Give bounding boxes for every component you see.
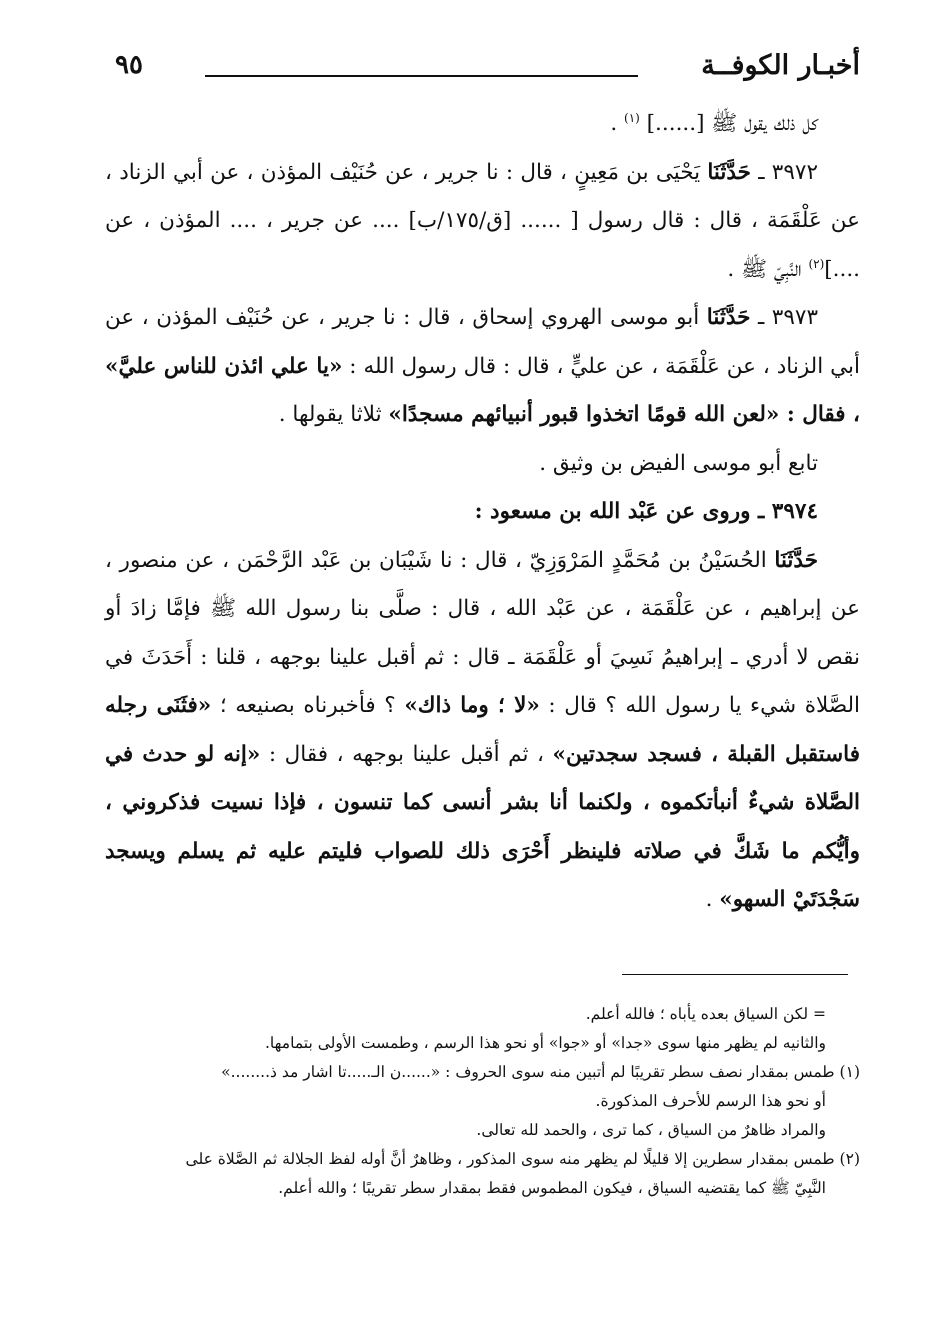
- hadith-lead: حَدَّثَنَا: [707, 159, 751, 185]
- hadith-matn: «إنه لو حدث في الصَّلاة شيءٌ أنبأتكموه ، ولكنما أنا بشر أنسى كما تنسون ، فإذا نسيت فذكروني ، وأيُّكم ما شَكَّ في صلاته فلينظر أَحْرَى ذلك للصواب فليتم عليه ثم يسلم ويسجد سَجْدَتَيْ السهو»: [105, 741, 860, 912]
- footnote-marker-1[interactable]: (١): [624, 110, 640, 125]
- main-text: [105, 100, 860, 925]
- tabi-note: تابع أبو موسى الفيض بن وثيق .: [539, 450, 818, 476]
- hadith-matn: «فثَنَى رجله فاستقبل القبلة ، فسجد سجدتين»: [105, 693, 860, 767]
- page-header: [105, 40, 860, 88]
- hadith-text: ؟ فأخبرناه بصنيعه ؛: [211, 693, 405, 718]
- footnote-1-line: والمراد ظاهرٌ من السياق ، كما ترى ، والحمد لله تعالى.: [476, 1121, 826, 1139]
- continuation-line: [105, 100, 860, 149]
- hadith-3974: [105, 537, 860, 925]
- footnote-continuation: = لكن السياق بعده يأباه ؛ فالله أعلم.: [585, 1005, 826, 1023]
- header-rule: [205, 75, 638, 77]
- page-number: ٩٥: [115, 50, 143, 80]
- running-title: أخبـار الكوفــة: [701, 50, 860, 81]
- hadith-3974-heading: ٣٩٧٤ ـ وروى عن عَبْد الله بن مسعود :: [474, 499, 818, 524]
- hadith-lead: حَدَّثَنَا: [774, 547, 818, 573]
- footnote-marker-2[interactable]: (٢): [808, 256, 825, 271]
- footnotes: [170, 1000, 860, 1203]
- footnote-2: (٢) طمس بمقدار سطرين إلا قليلًا لم يظهر منه سوى المذكور ، وظاهرٌ أنَّ أوله لفظ الجلالة ثم الصَّلاة على: [185, 1150, 860, 1168]
- hadith-text: الحُسَيْنُ بن مُحَمَّدٍ المَرْوَزِيّ ، قال : نا شَيْبَان بن عَبْد الرَّحْمَن ، عن منصور ، عن إبراهيم ، عن عَلْقَمَة ، عن عَبْد الله ، قال : صلَّى بنا رسول الله ﷺ فإمَّا زادَ أو نقص لا أدري ـ إبراهيمُ نَسِيَ أو عَلْقَمَة ـ قال : ثم أقبل علينا بوجهه ، قلنا : أَحَدَثَ في الصَّلاة شيء يا رسول الله ؟ قال :: [105, 547, 860, 718]
- footnote-separator: [622, 974, 848, 975]
- hadith-text: أبو موسى الهروي إسحاق ، قال : نا جرير ، عن حُنَيْف المؤذن ، عن أبي الزناد ، عن عَلْقَمَة ، عن عليٍّ ، قال : قال رسول الله :: [105, 305, 860, 379]
- continuation-text: كل ذلك يقول ﷺ [......]: [646, 111, 818, 136]
- hadith-end: .: [705, 887, 720, 912]
- hadith-lead: حَدَّثَنَا: [706, 305, 751, 330]
- hadith-end: ثلاثا يقولها .: [278, 402, 389, 427]
- footnote-1: (١) طمس بمقدار نصف سطر تقريبًا لم أتبين منه سوى الحروف : «......ن الـ.....تا اشار مد ذ........»: [221, 1063, 860, 1081]
- footnote-1-line: أو نحو هذا الرسم للأحرف المذكورة.: [595, 1092, 826, 1110]
- hadith-matn: «لا ؛ وما ذاك»: [404, 693, 540, 718]
- hadith-number: ٣٩٧٢ ـ: [750, 159, 818, 185]
- footnote-continuation: والثانيه لم يظهر منها سوى «جدا» أو «جوا» أو نحو هذا الرسم ، وطمست الأولى بتمامها.: [265, 1034, 826, 1052]
- hadith-3973: [105, 294, 860, 440]
- continuation-end: .: [610, 111, 618, 136]
- hadith-3972: [105, 149, 860, 295]
- hadith-end: النَّبِيّ ﷺ .: [727, 256, 809, 282]
- hadith-text: ، ثم أقبل علينا بوجهه ، فقال :: [260, 741, 553, 767]
- hadith-text: يَحْيَى بن مَعِينٍ ، قال : نا جرير ، عن حُنَيْف المؤذن ، عن أبي الزناد ، عن عَلْقَمَة ، قال : قال رسول [ ...... [ق/١٧٥/ب] .... عن جرير ، .... المؤذن ، عن ....]: [105, 159, 860, 282]
- hadith-matn: «يا علي ائذن للناس عليَّ» ، فقال : «لعن الله قومًا اتخذوا قبور أنبيائهم مسجدًا»: [105, 353, 860, 427]
- hadith-number: ٣٩٧٣ ـ: [750, 305, 818, 330]
- footnote-2-line: النَّبِيّ ﷺ كما يقتضيه السياق ، فيكون المطموس فقط بمقدار سطر تقريبًا ؛ والله أعلم.: [278, 1179, 826, 1197]
